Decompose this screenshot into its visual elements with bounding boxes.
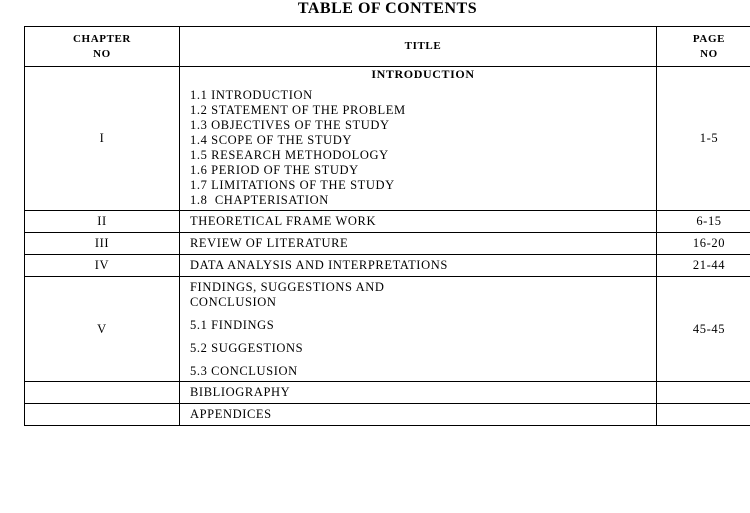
section-item: 1.5 RESEARCH METHODOLOGY: [190, 148, 389, 162]
chapter-no: III: [25, 233, 180, 255]
table-row-chapter-1: [25, 67, 750, 211]
chapter-header-line1: CHAPTER: [73, 32, 131, 45]
header-row: [25, 27, 750, 67]
section-item: 1.8 CHAPTERISATION: [190, 193, 329, 207]
chapter-no: II: [25, 211, 180, 233]
bibliography-title: BIBLIOGRAPHY: [180, 382, 657, 404]
section-item: 1.4 SCOPE OF THE STUDY: [190, 133, 352, 147]
page-range: 6-15: [657, 211, 750, 233]
section-item: 1.1 INTRODUCTION: [190, 88, 313, 102]
page-header-line1: PAGE: [692, 32, 726, 45]
chapter-no: V: [25, 277, 180, 382]
chapter-header-line2: NO: [93, 47, 111, 60]
section-item: 1.7 LIMITATIONS OF THE STUDY: [190, 178, 395, 192]
section-item: 5.2 SUGGESTIONS: [190, 340, 304, 355]
chapter-title-cell: [180, 67, 657, 211]
appendices-title: APPENDICES: [180, 404, 657, 426]
chapter-title-cell: [180, 277, 657, 382]
chapter-no-empty: [25, 404, 180, 426]
toc-table: [24, 26, 750, 426]
page-range: 1-5: [657, 67, 750, 211]
table-row-bibliography: [25, 382, 750, 404]
page-range: 21-44: [657, 255, 750, 277]
table-row-chapter-4: [25, 255, 750, 277]
page-range-empty: [657, 382, 750, 404]
page-no-header: [657, 27, 750, 67]
chapter-no: I: [25, 67, 180, 211]
table-row-chapter-3: [25, 233, 750, 255]
page-range: 16-20: [657, 233, 750, 255]
chapter-heading: INTRODUCTION: [371, 67, 475, 81]
page-header-line2: NO: [700, 47, 718, 60]
section-item: 1.2 STATEMENT OF THE PROBLEM: [190, 103, 406, 117]
page-range-empty: [657, 404, 750, 426]
chapter-title: THEORETICAL FRAME WORK: [180, 211, 657, 233]
page-range: 45-45: [657, 277, 750, 382]
title-header: TITLE: [180, 27, 657, 67]
chapter-no-empty: [25, 382, 180, 404]
section-item: 5.1 FINDINGS: [190, 317, 275, 332]
chapter-no-header: [25, 27, 180, 67]
chapter-no: IV: [25, 255, 180, 277]
section-item: 1.3 OBJECTIVES OF THE STUDY: [190, 118, 390, 132]
section-item: 1.6 PERIOD OF THE STUDY: [190, 163, 359, 177]
table-row-appendices: [25, 404, 750, 426]
table-row-chapter-2: [25, 211, 750, 233]
chapter-title-line2: CONCLUSION: [190, 294, 277, 309]
chapter-title: REVIEW OF LITERATURE: [180, 233, 657, 255]
chapter-title: DATA ANALYSIS AND INTERPRETATIONS: [180, 255, 657, 277]
section-item: 5.3 CONCLUSION: [190, 363, 298, 378]
page-title: TABLE OF CONTENTS: [297, 0, 478, 17]
table-row-chapter-5: [25, 277, 750, 382]
chapter-title-line1: FINDINGS, SUGGESTIONS AND: [190, 279, 385, 294]
